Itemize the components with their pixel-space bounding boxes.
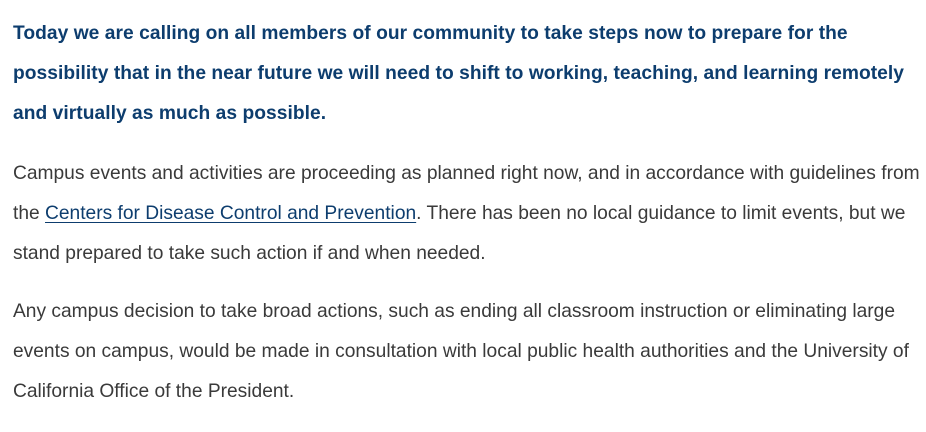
article-body: [13, 14, 923, 412]
lead-paragraph: Today we are calling on all members of our community to take steps now to prepare for the possibility that in the near future we will need to shift to working, teaching, and learning remotely and virtually as much as possible.: [13, 23, 904, 124]
events-paragraph: [13, 154, 923, 274]
events-paragraph-text-start: Campus events and activities are proceeding as planned right now, and in accordance with guidelines from the: [13, 163, 920, 224]
decision-paragraph: Any campus decision to take broad actions, such as ending all classroom instruction or eliminating large events on campus, would be made in consultation with local public health authorities and the University of California Office of the President.: [13, 301, 909, 402]
events-paragraph-text-end: . There has been no local guidance to limit events, but we stand prepared to take such action if and when needed.: [13, 203, 906, 264]
cdc-link[interactable]: Centers for Disease Control and Prevention: [45, 203, 417, 224]
